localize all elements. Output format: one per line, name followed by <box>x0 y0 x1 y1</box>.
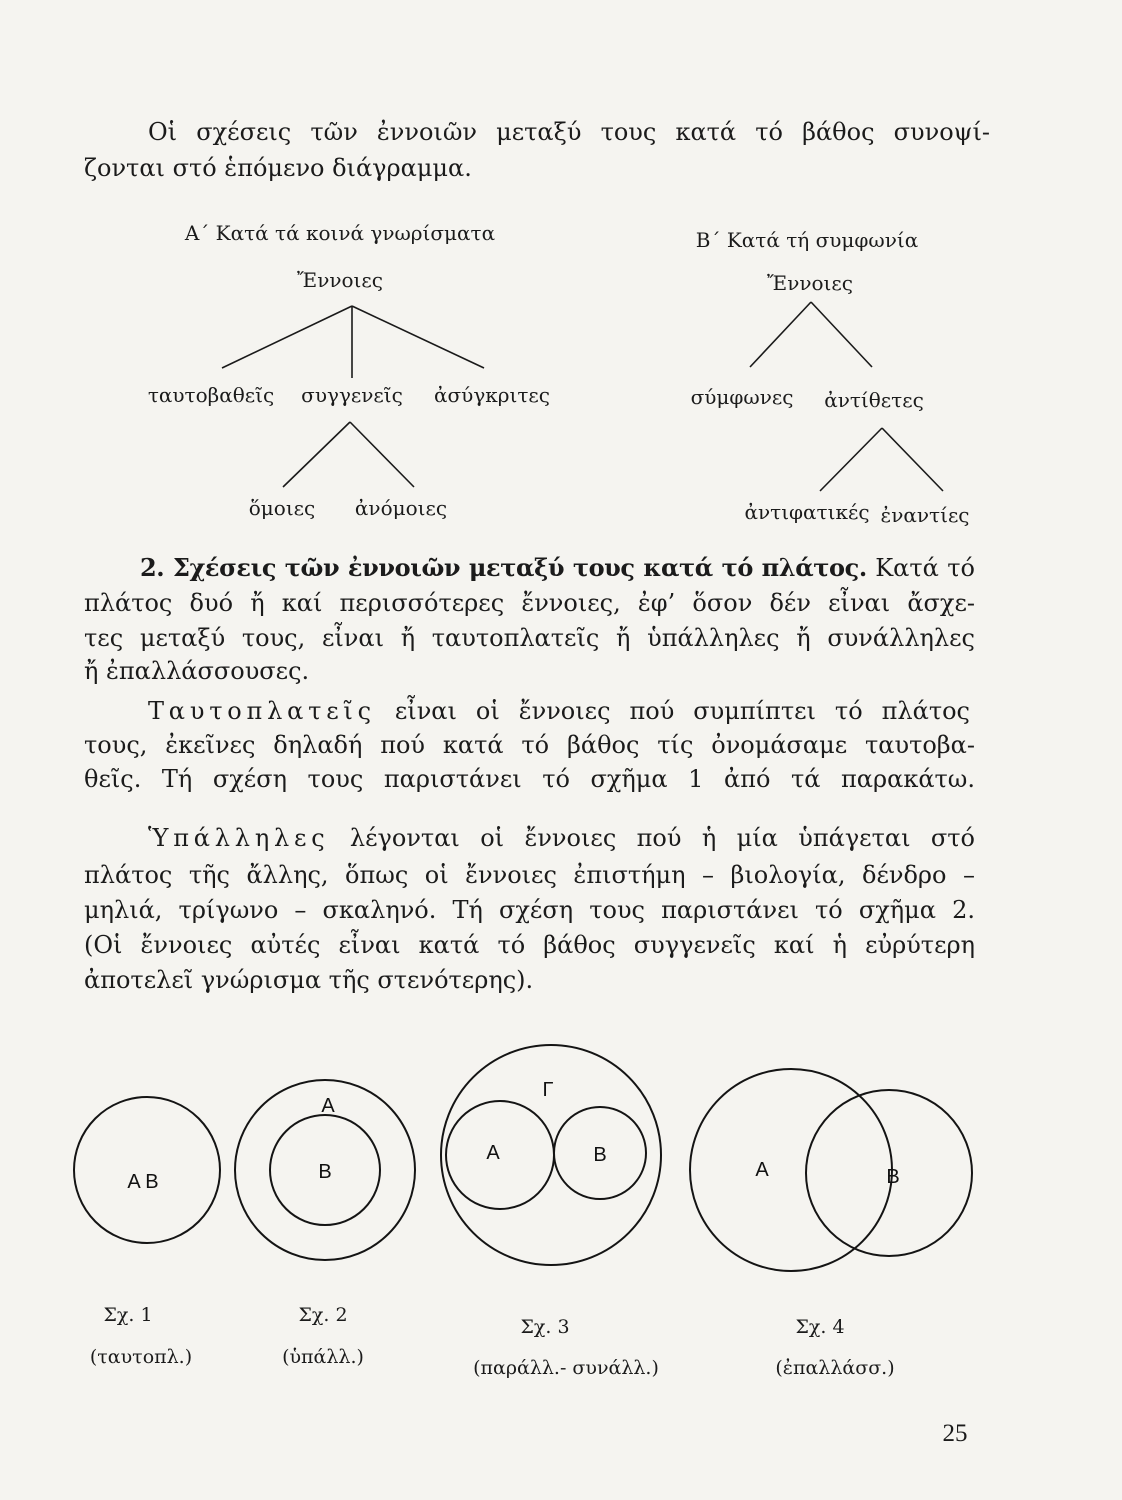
diagram-b-root: Ἔννοιες <box>767 271 853 295</box>
diagram-b-child: σύμφωνες <box>690 385 794 409</box>
diagram-a-child: ἀσύγκριτες <box>434 383 550 407</box>
tree-a-sub-branch-left <box>283 422 350 487</box>
ypalliles-line-2: πλάτος τῆς ἄλλης, ὅπως οἱ ἔννοιες ἐπιστήμη – βιολογία, δένδρο – <box>84 861 975 889</box>
section2-line-1 <box>140 551 975 585</box>
fig1-caption: (ταυτοπλ.) <box>89 1346 193 1368</box>
ypalliles-line-5: ἀποτελεῖ γνώρισμα τῆς στενότερης). <box>84 966 534 994</box>
tautoplateis-term: Ταυτοπλατεῖς <box>148 697 376 725</box>
diagram-b-grandchild: ἀντιφατικές <box>744 500 870 524</box>
section2-line-3: τες μεταξύ τους, εἶναι ἤ ταυτοπλατεῖς ἤ ὑπάλληλες ἤ συνάλληλες <box>84 624 975 652</box>
section2-heading-line-rest: Κατά τό <box>875 554 975 582</box>
diagram-b-child: ἀντίθετες <box>824 388 924 412</box>
diagram-b-heading: Β΄ Κατά τή συμφωνία <box>695 228 919 252</box>
page-number: 25 <box>942 1420 968 1447</box>
tree-a-branch-left <box>222 306 352 368</box>
tautoplateis-line-2: τους, ἐκεῖνες δηλαδή πού κατά τό βάθος τίς ὀνομάσαμε ταυτοβα- <box>84 731 975 759</box>
fig1-number: Σχ. 1 <box>103 1304 153 1326</box>
ypalliles-line-4: (Οἱ ἔννοιες αὐτές εἶναι κατά τό βάθος συγγενεῖς καί ἡ εὐρύτερη <box>84 931 975 959</box>
tautoplateis-line-3: θεῖς. Τή σχέση τους παριστάνει τό σχῆμα 1 ἀπό τά παρακάτω. <box>84 765 975 793</box>
ypalliles-term: Ὑπάλληλες <box>148 824 330 852</box>
fig3-label-a: Α <box>486 1142 500 1164</box>
diagram-a-grandchild: ἀνόμοιες <box>354 496 448 520</box>
fig4-label-b: Β <box>886 1166 900 1188</box>
fig3-label-g: Γ <box>542 1079 554 1101</box>
fig4-circle-a <box>690 1069 892 1271</box>
tree-a-branch-right <box>352 306 484 368</box>
tree-a-sub-branch-right <box>350 422 414 487</box>
intro-line-1: Οἱ σχέσεις τῶν ἐννοιῶν μεταξύ τους κατά τό βάθος συνοψί- <box>148 118 990 146</box>
tree-b-sub-branch-left <box>820 428 882 491</box>
section2-line-4: ἤ ἐπαλλάσσουσες. <box>84 657 310 685</box>
fig1-label-ab: Α Β <box>127 1171 159 1193</box>
tree-b-sub-branch-right <box>882 428 943 491</box>
section2-heading: 2. Σχέσεις τῶν ἐννοιῶν μεταξύ τους κατά τό πλάτος. <box>140 553 867 582</box>
diagram-b-grandchild: ἐναντίες <box>880 503 970 527</box>
tree-b-branch-left <box>750 302 811 367</box>
fig3-circle-a <box>446 1101 554 1209</box>
fig2-label-a: Α <box>321 1095 335 1117</box>
diagram-a-root: Ἔννοιες <box>297 268 383 292</box>
ypalliles-line-1 <box>148 821 975 855</box>
section2-line-2: πλάτος δυό ἤ καί περισσότερες ἔννοιες, ἐφ’ ὅσον δέν εἶναι ἄσχε- <box>84 589 975 617</box>
fig2-label-b: Β <box>318 1161 332 1183</box>
diagram-a-grandchild: ὅμοιες <box>248 496 316 520</box>
ypalliles-first-line-rest: λέγονται οἱ ἔννοιες πού ἡ μία ὑπάγεται στό <box>349 824 975 852</box>
diagram-a-heading: Α΄ Κατά τά κοινά γνωρίσματα <box>184 221 496 245</box>
intro-line-2: ζονται στό ἑπόμενο διάγραμμα. <box>84 154 472 182</box>
fig4-label-a: Α <box>755 1159 769 1181</box>
fig3-label-b: Β <box>593 1144 607 1166</box>
tautoplateis-line-1 <box>148 694 970 728</box>
fig2-caption: (ὑπάλλ.) <box>282 1346 364 1368</box>
tautoplateis-first-line-rest: εἶναι οἱ ἔννοιες πού συμπίπτει τό πλάτος <box>394 697 970 725</box>
tree-b-branch-right <box>811 302 872 367</box>
fig3-caption: (παράλλ.- συνάλλ.) <box>473 1357 659 1379</box>
fig4-number: Σχ. 4 <box>795 1316 845 1338</box>
diagram-a-child: ταυτοβαθεῖς <box>147 383 275 407</box>
fig3-number: Σχ. 3 <box>520 1316 570 1338</box>
diagram-a-child: συγγενεῖς <box>301 383 403 407</box>
ypalliles-line-3: μηλιά, τρίγωνο – σκαληνό. Τή σχέση τους παριστάνει τό σχῆμα 2. <box>84 896 975 924</box>
fig2-number: Σχ. 2 <box>298 1304 348 1326</box>
fig4-caption: (ἐπαλλάσσ.) <box>775 1357 895 1379</box>
